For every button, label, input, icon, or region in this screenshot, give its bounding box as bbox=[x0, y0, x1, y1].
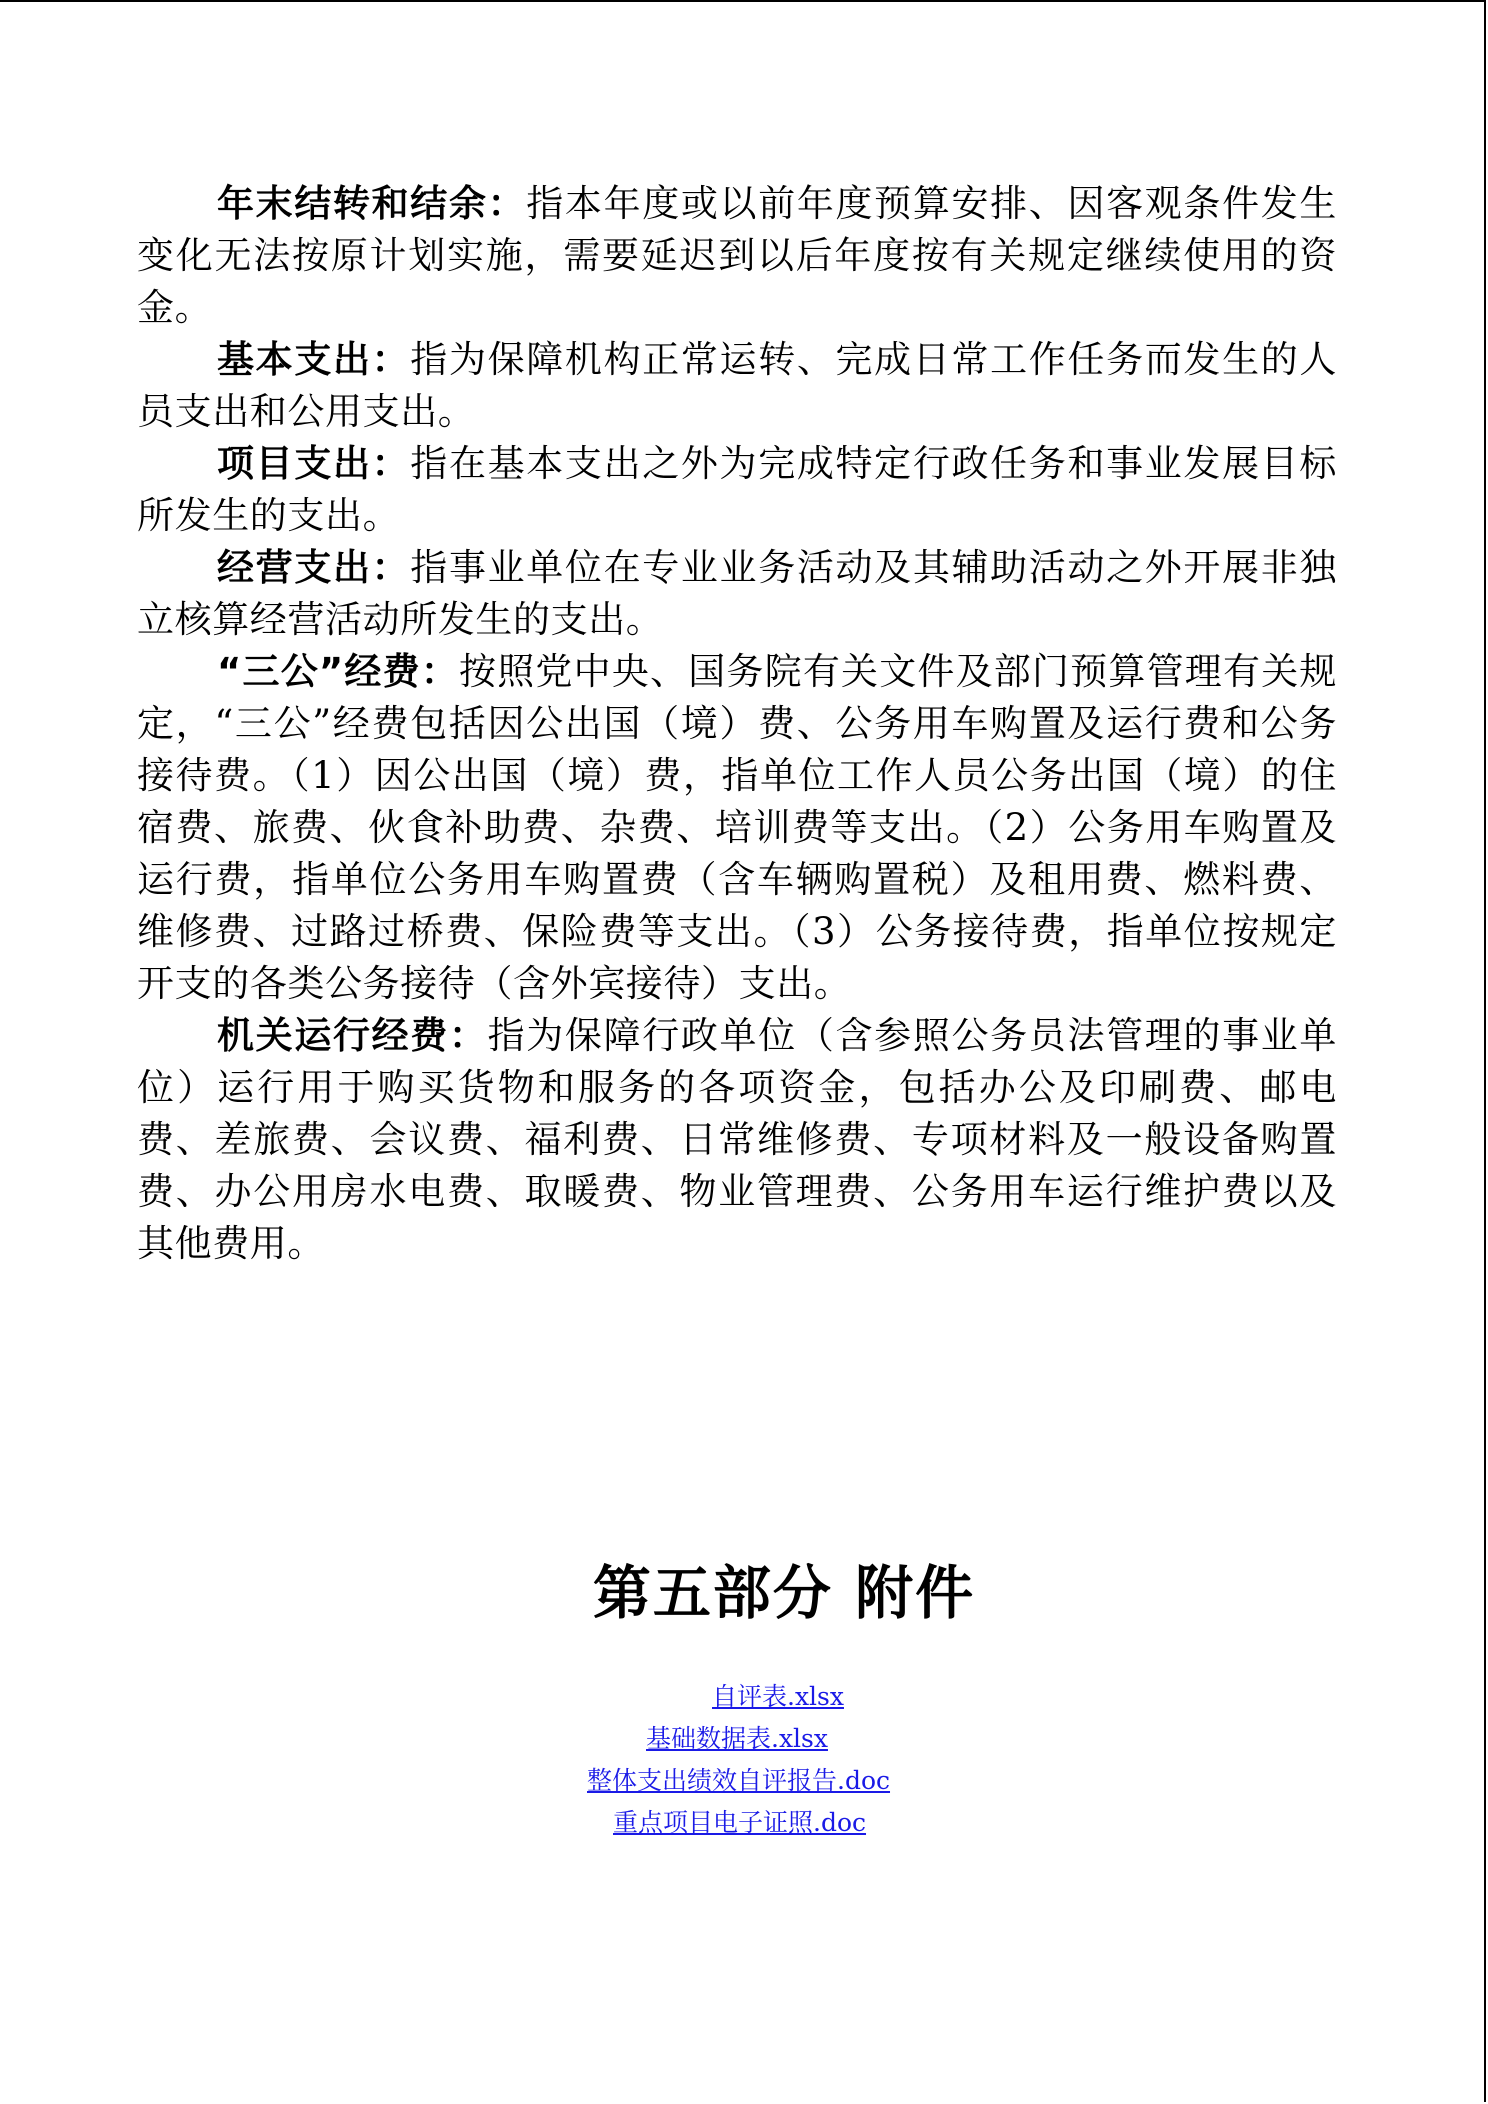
section-title: 第五部分 附件 bbox=[592, 1559, 976, 1627]
term-definition: 指本年度或以前年度预算安排、因客观条件发生变化无法按原计划实施，需要延迟到以后年度按有关规定继续使用的资金。 bbox=[137, 182, 1337, 329]
term-label: 年末结转和结余： bbox=[217, 182, 527, 225]
term-definition: 指为保障机构正常运转、完成日常工作任务而发生的人员支出和公用支出。 bbox=[137, 338, 1338, 433]
definition-year-end-balance bbox=[137, 178, 1337, 334]
term-label: 基本支出： bbox=[217, 338, 411, 381]
term-label: 经营支出： bbox=[217, 546, 411, 589]
term-label: 项目支出： bbox=[217, 442, 411, 485]
document-body bbox=[137, 178, 1337, 1270]
definition-basic-expenditure bbox=[137, 334, 1337, 438]
definition-operating-expenditure bbox=[137, 542, 1337, 646]
term-definition: 按照党中央、国务院有关文件及部门预算管理有关规定，“三公”经费包括因公出国（境）费、公务用车购置及运行费和公务接待费。（1）因公出国（境）费，指单位工作人员公务出国（境）的住宿费、旅费、伙食补助费、杂费、培训费等支出。（2）公务用车购置及运行费，指单位公务用车购置费（含车辆购置税）及租用费、燃料费、维修费、过路过桥费、保险费等支出。（3）公务接待费，指单位按规定开支的各类公务接待（含外宾接待）支出。 bbox=[137, 650, 1337, 1005]
term-definition: 指事业单位在专业业务活动及其辅助活动之外开展非独立核算经营活动所发生的支出。 bbox=[137, 546, 1338, 641]
attachment-link-key-project-license[interactable]: 重点项目电子证照.doc bbox=[613, 1808, 867, 1837]
definition-project-expenditure bbox=[137, 438, 1337, 542]
attachment-link-basic-data[interactable]: 基础数据表.xlsx bbox=[646, 1724, 828, 1753]
term-definition: 指为保障行政单位（含参照公务员法管理的事业单位）运行用于购买货物和服务的各项资金，包括办公及印刷费、邮电费、差旅费、会议费、福利费、日常维修费、专项材料及一般设备购置费、办公用房水电费、取暖费、物业管理费、公务用车运行维护费以及其他费用。 bbox=[137, 1014, 1338, 1265]
definition-agency-operating-funds bbox=[137, 1010, 1337, 1270]
definition-three-public-expenses bbox=[137, 646, 1337, 1010]
term-definition: 指在基本支出之外为完成特定行政任务和事业发展目标所发生的支出。 bbox=[137, 442, 1338, 537]
term-label: 机关运行经费： bbox=[217, 1014, 488, 1057]
attachment-link-self-evaluation[interactable]: 自评表.xlsx bbox=[712, 1682, 844, 1711]
attachment-link-performance-report[interactable]: 整体支出绩效自评报告.doc bbox=[587, 1766, 891, 1795]
term-label: “三公”经费： bbox=[217, 650, 460, 693]
